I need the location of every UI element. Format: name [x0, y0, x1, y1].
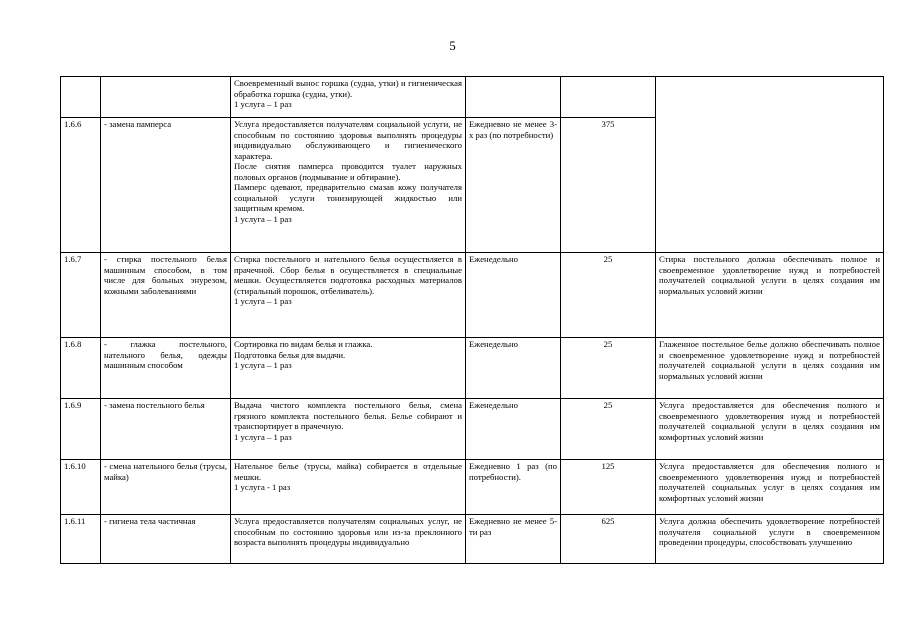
description-paragraph: Своевременный вынос горшка (судна, утки) и гигиеническая обработка горшка (судна, утки). — [234, 78, 462, 99]
cell-description — [231, 118, 466, 253]
page-number: 5 — [449, 38, 456, 53]
cell-number: 1.6.8 — [61, 338, 101, 399]
cell-price: 125 — [561, 460, 656, 515]
cell-price — [561, 77, 656, 118]
description-paragraph: После снятия памперса проводится туалет наружных половых органов (подмывание и обтирание). — [234, 161, 462, 182]
cell-description — [231, 460, 466, 515]
description-paragraph: Выдача чистого комплекта постельного белья, смена грязного комплекта постельного белья. Белье собирают и транспортирует в прачечную. — [234, 400, 462, 431]
description-paragraph: 1 услуга – 1 раз — [234, 431, 292, 442]
cell-result: Стирка постельного должна обеспечивать полное и своевременное удовлетворение нужд и потребностей получателей социальной услуги в целях создания им нормальных условий жизни — [656, 253, 884, 338]
description-paragraph: Услуга предоставляется получателям социальной услуги, не способным по состоянию здоровья выполнять процедуры индивидуально обслуживающего и гигиенического характера. — [234, 119, 462, 161]
cell-result — [656, 77, 884, 253]
description-paragraph: Стирка постельного и нательного белья осуществляется в прачечной. Сбор белья в осуществляется в специальные мешки. Осуществляется подготовка расходных материалов (стиральный порошок, отбеливатель). — [234, 254, 462, 296]
cell-frequency: Еженедельно — [466, 338, 561, 399]
table-row — [61, 253, 884, 338]
cell-frequency: Еженедельно — [466, 253, 561, 338]
table-row — [61, 515, 884, 564]
cell-service-name: - смена нательного белья (трусы, майка) — [101, 460, 231, 515]
description-paragraph: Услуга предоставляется получателям социальных услуг, не способным по состоянию здоровья или из-за преклонного возраста выполнять процедуры индивидуально — [234, 516, 462, 547]
cell-number: 1.6.9 — [61, 399, 101, 460]
cell-description — [231, 338, 466, 399]
description-paragraph: 1 услуга – 1 раз — [234, 296, 292, 306]
cell-description — [231, 77, 466, 118]
table-row — [61, 460, 884, 515]
cell-price: 625 — [561, 515, 656, 564]
cell-number: 1.6.10 — [61, 460, 101, 515]
cell-frequency: Ежедневно не менее 5-ти раз — [466, 515, 561, 564]
table-row — [61, 338, 884, 399]
cell-number — [61, 77, 101, 118]
cell-frequency: Ежедневно 1 раз (по потребности). — [466, 460, 561, 515]
cell-description — [231, 399, 466, 460]
cell-service-name: - стирка постельного белья машинным способом, в том числе для больных энурезом, кожными заболеваниями — [101, 253, 231, 338]
table-row — [61, 399, 884, 460]
description-paragraph: Нательное белье (трусы, майка) собирается в отдельные мешки. — [234, 461, 462, 482]
cell-frequency: Ежедневно не менее 3-х раз (по потребности) — [466, 118, 561, 253]
cell-frequency: Еженедельно — [466, 399, 561, 460]
table-row — [61, 77, 884, 118]
cell-frequency — [466, 77, 561, 118]
cell-price: 25 — [561, 338, 656, 399]
cell-service-name: - замена постельного белья — [101, 399, 231, 460]
cell-service-name: - глажка постельного, нательного белья, одежды машинным способом — [101, 338, 231, 399]
description-paragraph: Подготовка белья для выдачи. — [234, 349, 346, 360]
cell-number: 1.6.7 — [61, 253, 101, 338]
cell-number: 1.6.6 — [61, 118, 101, 253]
cell-service-name: - гигиена тела частичная — [101, 515, 231, 564]
description-paragraph: 1 услуга – 1 раз — [234, 213, 292, 224]
cell-price: 375 — [561, 118, 656, 253]
description-paragraph: 1 услуга – 1 раз — [234, 360, 292, 370]
cell-description — [231, 515, 466, 564]
cell-service-name: - замена памперса — [101, 118, 231, 253]
cell-result: Услуга должна обеспечить удовлетворение потребностей получателя социальной услуги в своевременном проведении процедуры, способствовать улучшению — [656, 515, 884, 564]
services-table — [60, 76, 884, 564]
cell-price: 25 — [561, 253, 656, 338]
description-paragraph: Памперс одевают, предварительно смазав кожу получателя социальной услуги тонизирующей жидкостью или защитным кремом. — [234, 182, 462, 213]
description-paragraph: 1 услуга - 1 раз — [234, 482, 291, 492]
cell-result: Услуга предоставляется для обеспечения полного и своевременного удовлетворения нужд и потребностей получателей социальной услуги в целях создания им комфортных условий жизни — [656, 399, 884, 460]
cell-result: Глаженное постельное белье должно обеспечивать полное и своевременное удовлетворение нужд и потребностей получателей социальной услуги в целях создания им нормальных условий жизни — [656, 338, 884, 399]
cell-price: 25 — [561, 399, 656, 460]
description-paragraph: 1 услуга – 1 раз — [234, 99, 292, 109]
cell-description — [231, 253, 466, 338]
description-paragraph: Сортировка по видам белья и глажка. — [234, 339, 373, 349]
cell-number: 1.6.11 — [61, 515, 101, 564]
cell-result: Услуга предоставляется для обеспечения полного и своевременного удовлетворения нужд и потребностей получателей социальных услуг в целях создания им комфортных условий жизни — [656, 460, 884, 515]
cell-service-name — [101, 77, 231, 118]
